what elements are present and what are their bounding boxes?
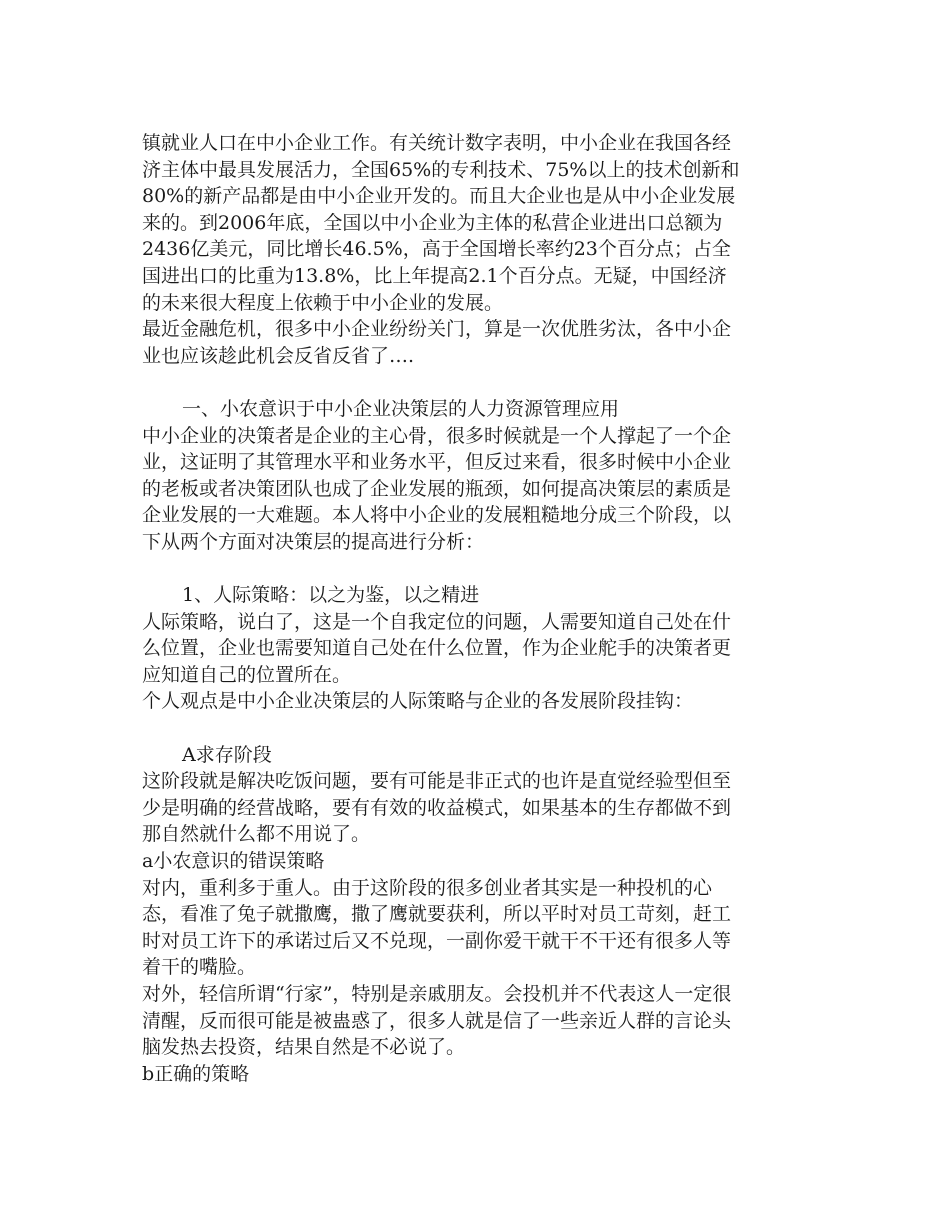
paragraph-decision-makers: 中小企业的决策者是企业的主心骨，很多时候就是一个人撑起了一个企业，这证明了其管理水平和业务水平，但反过来看，很多时候中小企业的老板或者决策团队也成了企业发展的瓶颈，如何提高决策层的素质是企业发展的一大难题。本人将中小企业的发展粗糙地分成三个阶段，以下从两个方面对决策层的提高进行分析： [142,424,732,553]
blank-line [142,715,742,742]
paragraph-sme-statistics: 镇就业人口在中小企业工作。有关统计数字表明，中小企业在我国各经济主体中最具发展活力，全国65%的专利技术、75%以上的技术创新和80%的新产品都是由中小企业开发的。而且大企业也是从中小企业发展来的。到2006年底，全国以中小企业为主体的私营企业进出口总额为2436亿美元，同比增长46.5%，高于全国增长率约23个百分点；占全国进出口的比重为13.8%，比上年提高2.1个百分点。无疑，中国经济的未来很大程度上依赖于中小企业的发展。 [142,132,740,314]
document-page [142,130,742,1087]
item-heading-b: b正确的策略 [142,1062,250,1085]
paragraph-personal-view: 个人观点是中小企业决策层的人际策略与企业的各发展阶段挂钩： [142,690,694,713]
blank-line [142,369,742,396]
paragraph-survival-stage: 这阶段就是解决吃饭问题，要有可能是非正式的也许是直觉经验型但至少是明确的经营战略，要有有效的收益模式，如果基本的生存都做不到那自然就什么都不用说了。 [142,770,732,846]
paragraph-external: 对外，轻信所谓“行家”，特别是亲戚朋友。会投机并不代表这人一定很清醒，反而很可能是被蛊惑了，很多人就是信了一些亲近人群的言论头脑发热去投资，结果自然是不必说了。 [142,983,732,1059]
subsection-heading-1: 1、人际策略：以之为鉴，以之精进 [182,584,480,607]
paragraph-internal: 对内，重利多于重人。由于这阶段的很多创业者其实是一种投机的心态，看准了兔子就撒鹰，撒了鹰就要获利，所以平时对员工苛刻，赶工时对员工许下的承诺过后又不兑现，一副你爱干就干不干还有很多人等着干的嘴脸。 [142,876,732,979]
paragraph-financial-crisis: 最近金融危机，很多中小企业纷纷关门，算是一次优胜劣汰，各中小企业也应该趁此机会反省反省了…. [142,318,732,367]
section-heading-1: 一、小农意识于中小企业决策层的人力资源管理应用 [182,397,620,420]
item-heading-a: a小农意识的错误策略 [142,850,325,873]
blank-line [142,556,742,583]
paragraph-interpersonal-strategy: 人际策略，说白了，这是一个自我定位的问题，人需要知道自己处在什么位置，企业也需要知道自己处在什么位置，作为企业舵手的决策者更应知道自己的位置所在。 [142,610,732,686]
stage-heading-a: A求存阶段 [182,743,272,766]
